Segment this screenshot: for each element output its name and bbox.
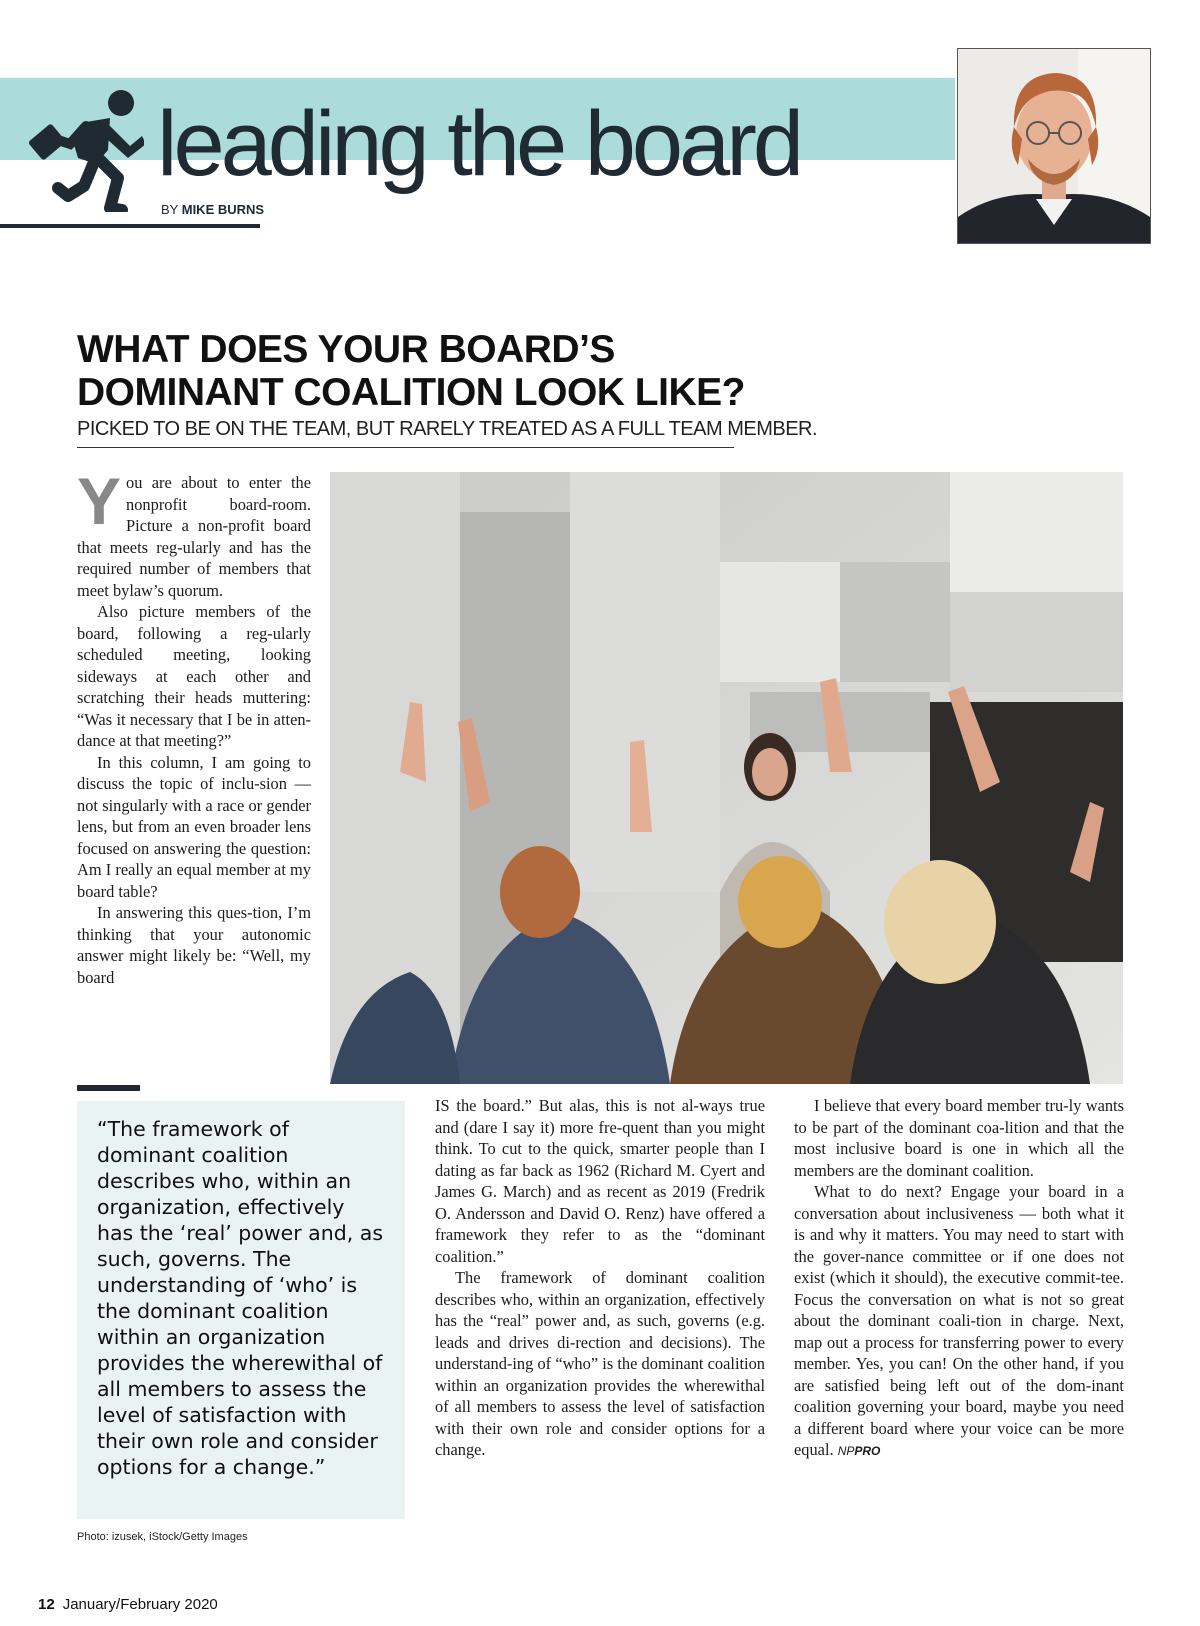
column-3	[794, 1095, 1124, 1463]
signature-pro: PRO	[854, 1444, 881, 1458]
pull-quote-bar	[77, 1085, 140, 1091]
byline-author: MIKE BURNS	[181, 202, 265, 217]
photo-credit: Photo: izusek, iStock/Getty Images	[77, 1531, 248, 1543]
paragraph-text: ou are about to enter the nonprofit board-room. Picture a non-profit board that meets reg-ularly and has the required number of members that meet bylaw’s quorum.	[77, 473, 311, 600]
paragraph	[77, 464, 311, 601]
drop-cap: Y	[77, 464, 122, 538]
byline	[161, 202, 264, 217]
folio	[38, 1596, 218, 1613]
header-rule	[0, 224, 260, 228]
headline: WHAT DOES YOUR BOARD’S DOMINANT COALITION LOOK LIKE?	[77, 328, 745, 414]
section-title: leading the board	[157, 93, 801, 195]
paragraph-text: What to do next? Engage your board in a conversation about inclusiveness — both what it is and why it matters. You may need to start with the gover-nance committee or if one does not exist (which it should), the executive commit-tee. Focus the conversation on what is not so great about the dominant coali-tion in charge. Next, map out a process for transferring power to every member. Yes, you can! On the other hand, if you are satisfied being left out of the dom-inant coalition governing your board, maybe you need a different board where your voice can be more equal.	[794, 1182, 1124, 1459]
main-photo	[330, 472, 1123, 1084]
issue-date: January/February 2020	[62, 1596, 218, 1613]
dek-subtitle: PICKED TO BE ON THE TEAM, BUT RARELY TREATED AS A FULL TEAM MEMBER.	[77, 418, 734, 448]
running-man-with-briefcase-icon	[28, 88, 144, 212]
column-2	[435, 1095, 765, 1461]
pull-quote: “The framework of dominant coalition describes who, within an organization, effectively has the ‘real’ power and, as such, governs. The understanding of ‘who’ is the dominant coalition within an organization provides the wherewithal of all members to assess the level of satisfaction with their own role and consider options for a change.”	[77, 1101, 405, 1519]
paragraph: IS the board.” But alas, this is not al-ways true and (dare I say it) more fre-quent than you might think. To cut to the quick, smarter people than I dating as far back as 1962 (Richard M. Cyert and James G. March) and as recent as 2019 (Fredrik O. Andersson and David O. Renz) have offered a framework they refer to as the “dominant coalition.”	[435, 1096, 765, 1266]
author-photo	[957, 48, 1151, 244]
byline-prefix: BY	[161, 202, 179, 217]
paragraph: The framework of dominant coalition describes who, within an organization, effectively has the “real” power and, as such, governs (e.g. leads and drives di-rection and decisions). The understand-ing of “who” is the dominant coalition within an organization provides the wherewithal of all members to assess the level of satisfaction with their own role and consider options for a change.	[435, 1268, 765, 1459]
signature-np: NP	[837, 1444, 855, 1458]
end-signature	[838, 1444, 881, 1458]
paragraph: Also picture members of the board, following a reg-ularly scheduled meeting, looking sideways at each other and scratching their heads muttering: “Was it necessary that I be in atten-dance at that meeting?”	[77, 602, 311, 750]
paragraph	[794, 1181, 1124, 1463]
paragraph: In answering this ques-tion, I’m thinking that your autonomic answer might likely be: “Well, my board	[77, 903, 311, 987]
paragraph: I believe that every board member tru-ly wants to be part of the dominant coa-lition and that the most inclusive board is one in which all the members are the dominant coalition.	[794, 1096, 1124, 1180]
column-1	[77, 464, 311, 988]
page-number: 12	[38, 1596, 55, 1613]
paragraph: In this column, I am going to discuss the topic of inclu-sion — not singularly with a race or gender lens, but from an even broader lens focused on answering the question: Am I really an equal member at my board table?	[77, 752, 311, 901]
